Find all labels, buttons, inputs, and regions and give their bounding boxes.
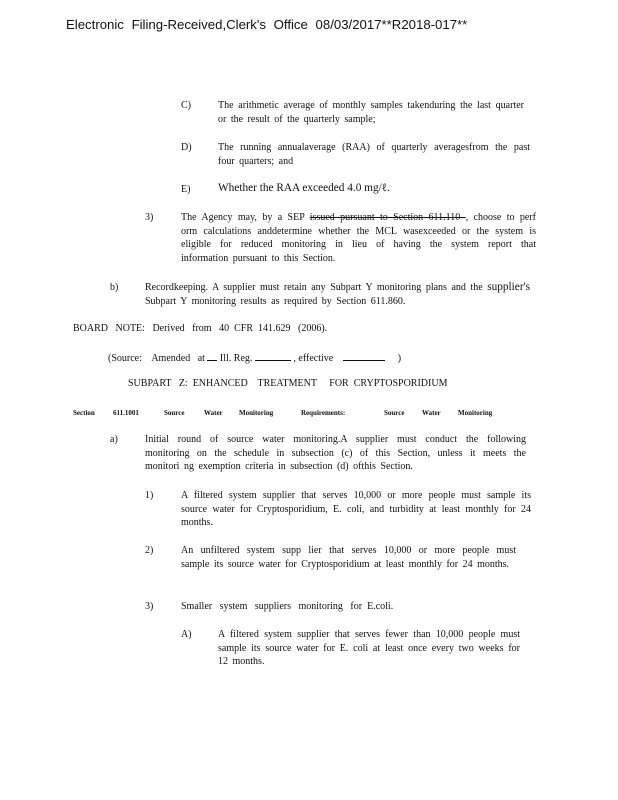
section-heading-word: Water bbox=[422, 409, 441, 417]
item-3-text-start: The Agency may, by a SEP bbox=[181, 212, 310, 223]
para-a-label: a) bbox=[110, 434, 118, 445]
subpart-title: SUBPART Z: ENHANCED TREATMENT FOR CRYPTOSPORIDIUM bbox=[128, 378, 448, 389]
item-d-text: The running annualaverage (RAA) of quarterly averagesfrom the past four quarters; and bbox=[218, 142, 530, 167]
item-3-label: 3) bbox=[145, 212, 154, 223]
item-b-text bbox=[145, 281, 530, 308]
item-c-label: C) bbox=[181, 100, 191, 111]
item-c-text: The arithmetic average of monthly samples takenduring the last quarter or the result of the quarterly sample; bbox=[218, 100, 524, 125]
source-prefix: (Source: Amended at bbox=[108, 353, 205, 364]
para-2-text: An unfiltered system supp lier that serves 10,000 or more people must sample its source water for Cryptosporidium at least monthly for 24 months. bbox=[181, 545, 516, 570]
volume-blank bbox=[207, 351, 217, 361]
para-2-label: 2) bbox=[145, 545, 154, 556]
section-heading-word: Source bbox=[164, 409, 185, 417]
item-b-text-start: Recordkeeping. A supplier must retain any Subpart Y monitoring plans and the bbox=[145, 282, 483, 293]
section-heading-number: 611.1001 bbox=[113, 409, 139, 417]
section-heading-word: Monitoring bbox=[458, 409, 493, 417]
para-3-text: Smaller system suppliers monitoring for E.coli. bbox=[181, 601, 394, 612]
item-b-label: b) bbox=[110, 282, 119, 293]
section-heading-word: Monitoring bbox=[239, 409, 274, 417]
item-3-struck-text: issued pursuant to Section 611.110 bbox=[309, 212, 466, 223]
date-blank bbox=[343, 351, 385, 361]
source-effective: , effective bbox=[293, 353, 334, 364]
item-d-label: D) bbox=[181, 142, 192, 153]
item-e-text: Whether the RAA exceeded 4.0 mg/ℓ. bbox=[218, 182, 390, 194]
item-b-suppliers: supplier's bbox=[487, 281, 531, 293]
filing-header: Electronic Filing-Received,Clerk's Office 08/03/2017**R2018-017** bbox=[66, 17, 468, 32]
section-heading-word: Source bbox=[384, 409, 405, 417]
source-close: ) bbox=[397, 353, 402, 364]
item-e-label: E) bbox=[181, 184, 191, 195]
board-note: BOARD NOTE: Derived from 40 CFR 141.629 (2006). bbox=[73, 323, 328, 334]
para-a-text: Initial round of source water monitoring.A supplier must conduct the following monitoring on the schedule in subsection (c) of this Section, unless it meets the monitori ng exemption criteria in subsection (d) ofthis Section. bbox=[145, 434, 526, 472]
item-b-text-end: Subpart Y monitoring results as required by Section 611.860. bbox=[145, 295, 406, 307]
item-3-text-end: , choose to perf orm calculations anddetermine whether the MCL wasexceeded or the system is eligible for reduced monitoring in lieu of having the system report that information pursuant to this Section. bbox=[181, 212, 536, 264]
source-reg: Ill. Reg. bbox=[219, 353, 253, 364]
para-3-label: 3) bbox=[145, 601, 154, 612]
para-A-text: A filtered system supplier that serves fewer than 10,000 people must sample its source water for E. coli at least once every two weeks for 12 months. bbox=[218, 629, 520, 667]
item-3-text bbox=[181, 211, 536, 265]
para-1-text: A filtered system supplier that serves 10,000 or more people must sample its source water for Cryptosporidium, E. coli, and turbidity at least monthly for 24 months. bbox=[181, 490, 531, 528]
page-blank bbox=[255, 351, 291, 361]
para-A-label: A) bbox=[181, 629, 192, 640]
section-heading-word: Requirements: bbox=[301, 409, 346, 417]
section-heading-label: Section bbox=[73, 409, 95, 417]
section-heading-word: Water bbox=[204, 409, 223, 417]
para-1-label: 1) bbox=[145, 490, 154, 501]
source-line bbox=[108, 351, 401, 366]
